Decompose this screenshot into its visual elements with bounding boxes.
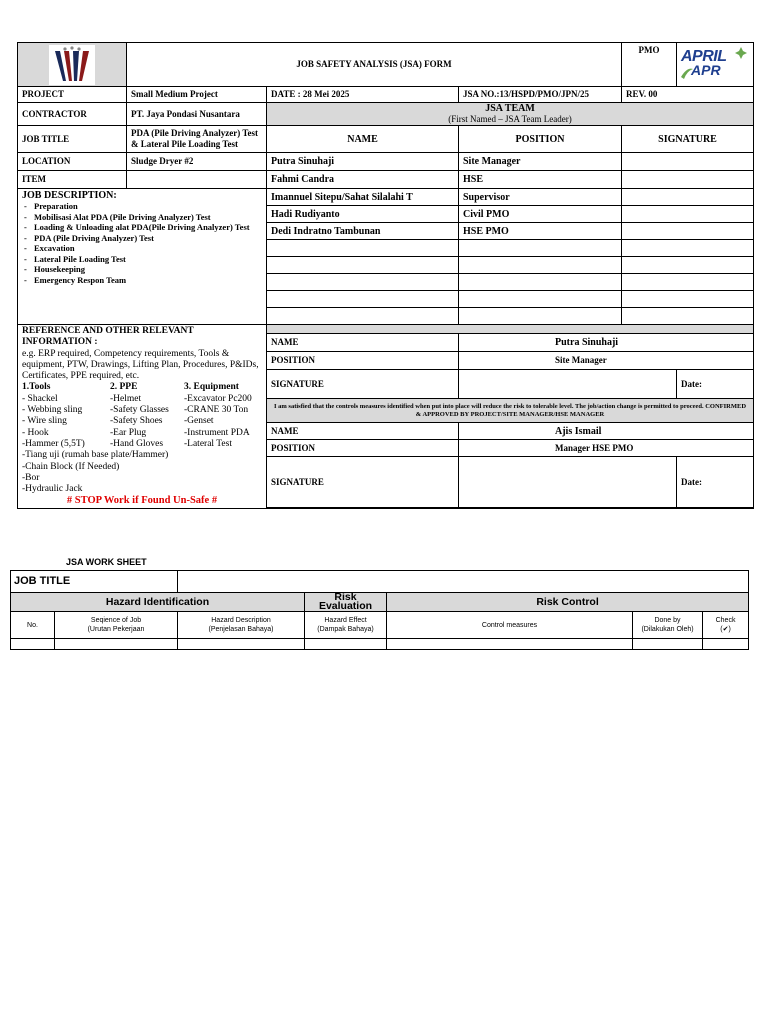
row-hazard-description[interactable] xyxy=(178,639,305,650)
col-hazard-description xyxy=(178,612,305,639)
reference-text: e.g. ERP required, Competency requirements, Tools & equipment, PTW, Drawings, Lifting Plan, Procedures, P&IDs, Certificates, PPE required, etc. xyxy=(22,348,259,382)
approver-date-label: Date: xyxy=(681,476,702,487)
leader-name-label: NAME xyxy=(267,334,459,352)
item-label: ITEM xyxy=(18,171,127,189)
jsa-team-header xyxy=(267,103,754,126)
team-member-signature[interactable] xyxy=(622,274,754,291)
col-no: No. xyxy=(11,612,55,639)
jsa-team-title: JSA TEAM xyxy=(485,103,535,114)
project-value: Small Medium Project xyxy=(127,87,267,103)
april-logo-top: APRIL xyxy=(681,47,727,65)
row-check[interactable] xyxy=(703,639,749,650)
risk-control-header: Risk Control xyxy=(387,593,749,612)
job-step: - Housekeeping xyxy=(22,264,262,275)
equipment-item: -Excavator Pc200 xyxy=(184,393,252,404)
job-step: - PDA (Pile Driving Analyzer) Test xyxy=(22,233,262,244)
contractor-value: PT. Jaya Pondasi Nusantara xyxy=(127,103,267,126)
pmo-label: PMO xyxy=(622,43,677,87)
team-member-signature[interactable] xyxy=(622,240,754,257)
team-member-name[interactable] xyxy=(267,240,459,257)
approver-date[interactable] xyxy=(677,457,754,507)
team-member-signature[interactable] xyxy=(622,291,754,308)
col-hazard-effect-en: Hazard Effect xyxy=(324,617,367,624)
team-member-name: Imannuel Sitepu/Sahat Silalahi T xyxy=(267,189,459,206)
approver-name: Ajis Ismail xyxy=(459,423,754,440)
leader-position: Site Manager xyxy=(459,352,754,370)
job-description xyxy=(18,189,267,325)
tool-item: - Hook xyxy=(22,427,49,438)
team-member-signature[interactable] xyxy=(622,257,754,274)
team-member-signature[interactable] xyxy=(622,189,754,206)
worksheet-job-title-label: JOB TITLE xyxy=(11,571,178,593)
col-check xyxy=(703,612,749,639)
approver-name-label: NAME xyxy=(267,423,459,440)
team-member-position[interactable] xyxy=(459,308,622,325)
team-member-name: Hadi Rudiyanto xyxy=(267,206,459,223)
job-step: - Lateral Pile Loading Test xyxy=(22,254,262,265)
equipment-item: -CRANE 30 Ton xyxy=(184,405,249,416)
team-member-name[interactable] xyxy=(267,274,459,291)
col-hazard-description-en: Hazard Description xyxy=(211,617,271,624)
leader-date[interactable] xyxy=(677,370,754,399)
team-signature-header: SIGNATURE xyxy=(622,126,754,153)
tool-item: -Bor xyxy=(22,472,40,483)
leaf-icon xyxy=(735,47,747,59)
col-done-by xyxy=(633,612,703,639)
tool-item: -Hammer (5,5T) xyxy=(22,438,85,449)
team-member-name: Putra Sinuhaji xyxy=(267,153,459,171)
job-description-label: JOB DESCRIPTION: xyxy=(22,190,117,201)
team-member-signature[interactable] xyxy=(622,171,754,189)
location-label: LOCATION xyxy=(18,153,127,171)
leader-signature[interactable] xyxy=(459,370,677,399)
row-done-by[interactable] xyxy=(633,639,703,650)
team-member-position: Site Manager xyxy=(459,153,622,171)
team-member-name[interactable] xyxy=(267,291,459,308)
team-member-position: HSE PMO xyxy=(459,223,622,240)
leader-signature-label: SIGNATURE xyxy=(267,370,459,399)
approval-statement: I am satisfied that the controls measures identified when put into place will reduce the risk to tolerable level. The job/action change is permitted to proceed. CONFIRMED & APPROVED BY PROJECT/SITE MANAGER/HSE MANAGER xyxy=(267,399,754,423)
team-position-header: POSITION xyxy=(459,126,622,153)
col-control-measures: Control measures xyxy=(387,612,633,639)
tool-item: - Wire sling xyxy=(22,416,67,427)
team-member-name[interactable] xyxy=(267,308,459,325)
equipment-item: -Lateral Test xyxy=(184,438,232,449)
reference-info xyxy=(18,325,267,509)
job-title-label: JOB TITLE xyxy=(18,126,127,153)
approval-spacer xyxy=(267,325,754,334)
team-member-position[interactable] xyxy=(459,274,622,291)
jsa-form-table xyxy=(17,42,754,509)
approver-signature[interactable] xyxy=(459,457,677,507)
team-name-header: NAME xyxy=(267,126,459,153)
date-field: DATE : 28 Mei 2025 xyxy=(267,87,459,103)
team-member-position: Civil PMO xyxy=(459,206,622,223)
job-step: - Loading & Unloading alat PDA(Pile Driving Analyzer) Test xyxy=(22,222,262,233)
leader-position-label: POSITION xyxy=(267,352,459,370)
hazard-identification-header: Hazard Identification xyxy=(11,593,305,612)
team-member-position[interactable] xyxy=(459,291,622,308)
team-member-signature[interactable] xyxy=(622,153,754,171)
approver-position-label: POSITION xyxy=(267,440,459,457)
tool-item: -Chain Block (If Needed) xyxy=(22,461,120,472)
row-sequence[interactable] xyxy=(55,639,178,650)
team-member-position[interactable] xyxy=(459,240,622,257)
team-member-signature[interactable] xyxy=(622,308,754,325)
col-sequence-en: Seqience of Job xyxy=(90,617,142,624)
project-label: PROJECT xyxy=(18,87,127,103)
ppe-item: -Helmet xyxy=(110,393,142,404)
check-mark-icon: (✔) xyxy=(720,626,731,633)
april-logo-bottom: APR xyxy=(691,61,721,78)
worksheet-job-title-value[interactable] xyxy=(178,571,749,593)
item-value xyxy=(127,171,267,189)
tools-list xyxy=(22,382,262,450)
team-member-position[interactable] xyxy=(459,257,622,274)
col-sequence-id: (Urutan Pekerjaan xyxy=(87,626,145,633)
contractor-label: CONTRACTOR xyxy=(18,103,127,126)
row-hazard-effect[interactable] xyxy=(305,639,387,650)
team-member-name: Dedi Indratno Tambunan xyxy=(267,223,459,240)
team-member-signature[interactable] xyxy=(622,223,754,240)
ppe-heading: 2. PPE xyxy=(110,382,138,393)
job-step: - Preparation xyxy=(22,201,262,212)
approver-position: Manager HSE PMO xyxy=(459,440,754,457)
tool-item: -Hydraulic Jack xyxy=(22,484,83,495)
location-value: Sludge Dryer #2 xyxy=(127,153,267,171)
equipment-item: -Instrument PDA xyxy=(184,427,250,438)
april-logo xyxy=(679,46,751,84)
stop-work-notice: # STOP Work if Found Un-Safe # xyxy=(66,495,218,507)
ppe-item: -Safety Shoes xyxy=(110,416,163,427)
col-hazard-effect-id: (Dampak Bahaya) xyxy=(317,626,374,633)
col-check-label: Check xyxy=(715,617,736,624)
equipment-heading: 3. Equipment xyxy=(184,382,239,393)
team-member-position: HSE xyxy=(459,171,622,189)
risk-evaluation-header: Risk Evaluation xyxy=(305,593,387,612)
team-member-name: Fahmi Candra xyxy=(267,171,459,189)
job-step: - Emergency Respon Team xyxy=(22,275,262,286)
ppe-item: -Safety Glasses xyxy=(110,405,169,416)
col-hazard-description-id: (Penjelasan Bahaya) xyxy=(208,626,274,633)
col-hazard-effect xyxy=(305,612,387,639)
team-member-signature[interactable] xyxy=(622,206,754,223)
tool-item: - Webbing sling xyxy=(22,405,83,416)
approver-signature-label: SIGNATURE xyxy=(267,457,459,507)
form-title: JOB SAFETY ANALYSIS (JSA) FORM xyxy=(127,43,622,87)
jsa-worksheet xyxy=(10,570,749,650)
jsa-team-subtitle: (First Named – JSA Team Leader) xyxy=(448,114,572,124)
team-member-name[interactable] xyxy=(267,257,459,274)
jsa-form xyxy=(17,42,753,509)
col-done-by-en: Done by xyxy=(654,617,681,624)
tool-item: - Shackel xyxy=(22,393,58,404)
col-done-by-id: (Dilakukan Oleh) xyxy=(641,626,694,633)
row-no[interactable] xyxy=(11,639,55,650)
ppe-item: -Hand Gloves xyxy=(110,438,164,449)
col-sequence xyxy=(55,612,178,639)
job-step: - Mobilisasi Alat PDA (Pile Driving Analyzer) Test xyxy=(22,212,262,223)
worksheet-label: JSA WORK SHEET xyxy=(66,557,147,567)
leader-name: Putra Sinuhaji xyxy=(459,334,754,352)
reference-title: REFERENCE AND OTHER RELEVANT INFORMATION : xyxy=(22,326,194,348)
swoosh-icon xyxy=(681,67,693,79)
equipment-item: -Genset xyxy=(184,416,214,427)
team-member-position: Supervisor xyxy=(459,189,622,206)
jsa-number: JSA NO.:13/HSPD/PMO/JPN/25 xyxy=(459,87,622,103)
revision: REV. 00 xyxy=(622,87,754,103)
company-logo-icon xyxy=(49,45,95,85)
tool-item: -Tiang uji (rumah base plate/Hammer) xyxy=(22,450,169,461)
april-logo-cell xyxy=(677,43,754,87)
leader-date-label: Date: xyxy=(681,378,702,389)
job-step: - Excavation xyxy=(22,243,262,254)
row-control-measures[interactable] xyxy=(387,639,633,650)
tools-heading: 1.Tools xyxy=(22,382,51,393)
approval-bottom xyxy=(267,507,754,508)
table-row xyxy=(11,639,749,650)
ppe-item: -Ear Plug xyxy=(110,427,147,438)
company-logo-cell xyxy=(18,43,127,87)
job-title-value: PDA (Pile Driving Analyzer) Test & Lateral Pile Loading Test xyxy=(127,126,267,153)
